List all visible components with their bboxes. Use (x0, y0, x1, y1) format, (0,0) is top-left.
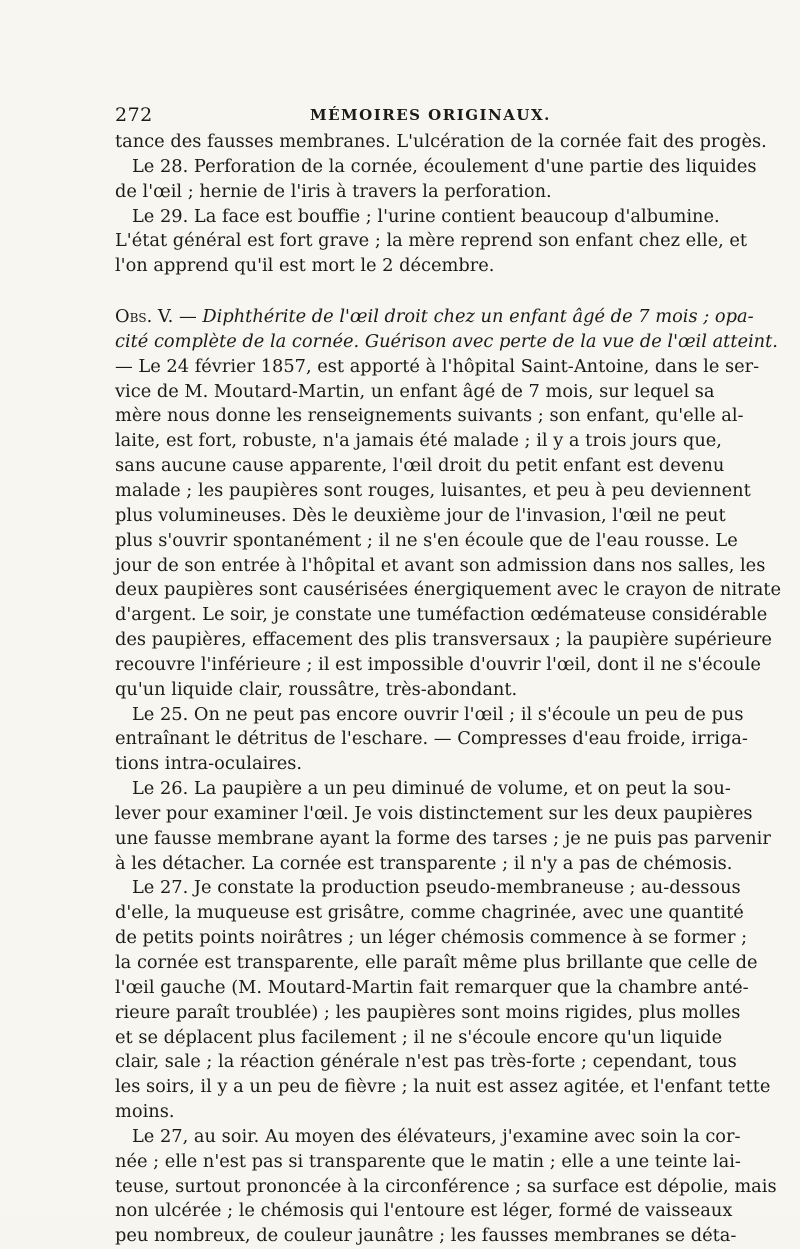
text-line: recouvre l'inférieure ; il est impossible d'ouvrir l'œil, dont il ne s'écoule (115, 653, 761, 675)
text-line: peu nombreux, de couleur jaunâtre ; les fausses membranes se déta- (115, 1225, 737, 1247)
body-text (115, 130, 781, 1249)
paragraph-day-27 (115, 876, 771, 1124)
text-line: rieure paraît troublée) ; les paupières sont moins rigides, plus molles (115, 1001, 741, 1023)
text-line: à les détacher. La cornée est transparente ; il n'y a pas de chémosis. (115, 852, 733, 874)
text-line: plus s'ouvrir spontanément ; il ne s'en écoule que de l'eau rousse. Le (115, 529, 738, 551)
text-line: Le 29. La face est bouffie ; l'urine contient beaucoup d'albumine. (132, 205, 720, 227)
text-line: Le 26. La paupière a un peu diminué de volume, et on peut la sou- (132, 778, 731, 800)
text-line: d'argent. Le soir, je constate une tuméfaction œdémateuse considérable (115, 604, 768, 626)
observation-label: Obs. V. — (115, 306, 203, 328)
page-header (115, 104, 685, 128)
text-line: une fausse membrane ayant la forme des tarses ; je ne puis pas parvenir (115, 827, 771, 849)
text-line: la cornée est transparente, elle paraît même plus brillante que celle de (115, 952, 758, 973)
text-line: tance des fausses membranes. L'ulcération de la cornée fait des progès. (115, 131, 767, 152)
text-line: entraînant le détritus de l'eschare. — Compresses d'eau froide, irriga- (115, 728, 748, 750)
text-line: plus volumineuses. Dès le deuxième jour de l'invasion, l'œil ne peut (115, 504, 726, 526)
text-line: jour de son entrée à l'hôpital et avant son admission dans nos salles, les (115, 554, 766, 576)
text-line: deux paupières sont causérisées énergiquement avec le crayon de nitrate (115, 579, 781, 601)
paragraph-day-29 (115, 205, 748, 280)
text-line: l'œil gauche (M. Moutard-Martin fait remarquer que la chambre anté- (115, 976, 749, 998)
text-line: teuse, surtout prononcée à la circonférence ; sa surface est dépolie, mais (115, 1175, 777, 1197)
text-line: mère nous donne les renseignements suivants ; son enfant, qu'elle al- (115, 405, 744, 427)
observation-title (115, 305, 754, 330)
text-line: née ; elle n'est pas si transparente que le matin ; elle a une teinte lai- (115, 1150, 741, 1172)
text-line: moins. (115, 1101, 175, 1123)
paragraph-day-27-evening (115, 1125, 777, 1249)
observation-title-italic: Diphthérite de l'œil droit chez un enfant âgé de 7 mois ; opa- (202, 306, 754, 328)
text-line: sans aucune cause apparente, l'œil droit du petit enfant est devenu (115, 455, 725, 477)
text-line: de petits points noirâtres ; un léger chémosis commence à se former ; (115, 927, 748, 949)
page-number: 272 (115, 104, 153, 126)
text-line: clair, sale ; la réaction générale n'est pas très-forte ; cependant, tous (115, 1051, 737, 1073)
paragraph-gap (115, 279, 685, 305)
running-head: MÉMOIRES ORIGINAUX. (310, 106, 551, 124)
text-line: Le 25. On ne peut pas encore ouvrir l'œil ; il s'écoule un peu de pus (132, 703, 744, 725)
text-line: qu'un liquide clair, roussâtre, très-abondant. (115, 678, 518, 700)
paragraph-day-26 (115, 777, 771, 876)
text-line: et se déplacent plus facilement ; il ne s'écoule encore qu'un liquide (115, 1026, 723, 1048)
text-line: l'on apprend qu'il est mort le 2 décembre. (115, 255, 495, 277)
text-line: les soirs, il y a un peu de fièvre ; la nuit est assez agitée, et l'enfant tette (115, 1076, 771, 1098)
text-line: vice de M. Moutard-Martin, un enfant âgé de 7 mois, sur lequel sa (115, 380, 715, 402)
text-line: Le 27, au soir. Au moyen des élévateurs, j'examine avec soin la cor- (132, 1125, 741, 1147)
text-line: de l'œil ; hernie de l'iris à travers la perforation. (115, 180, 552, 202)
observation-section (115, 305, 781, 703)
text-line: lever pour examiner l'œil. Je vois distinctement sur les deux paupières (115, 802, 753, 824)
text-line: Le 27. Je constate la production pseudo-membraneuse ; au-dessous (132, 877, 741, 899)
text-line: malade ; les paupières sont rouges, luisantes, et peu à peu deviennent (115, 479, 751, 501)
text-line: L'état général est fort grave ; la mère reprend son enfant chez elle, et (115, 230, 748, 252)
text-line: laite, est fort, robuste, n'a jamais été malade ; il y a trois jours que, (115, 430, 722, 452)
text-line: des paupières, effacement des plis transversaux ; la paupière supérieure (115, 629, 772, 651)
text-line: tions intra-oculaires. (115, 753, 303, 775)
text-line: Le 28. Perforation de la cornée, écoulement d'une partie des liquides (132, 155, 757, 177)
paragraph-day-25 (115, 703, 748, 778)
observation-title-cont: cité complète de la cornée. Guérison avec perte de la vue de l'œil atteint. (115, 330, 778, 352)
text-line: non ulcérée ; le chémosis qui l'entoure est léger, formé de vaisseaux (115, 1200, 733, 1222)
text-line: d'elle, la muqueuse est grisâtre, comme chagrinée, avec une quantité (115, 902, 744, 924)
text-line: — Le 24 février 1857, est apporté à l'hôpital Saint-Antoine, dans le ser- (115, 355, 760, 377)
paragraph-continuation (115, 130, 767, 205)
